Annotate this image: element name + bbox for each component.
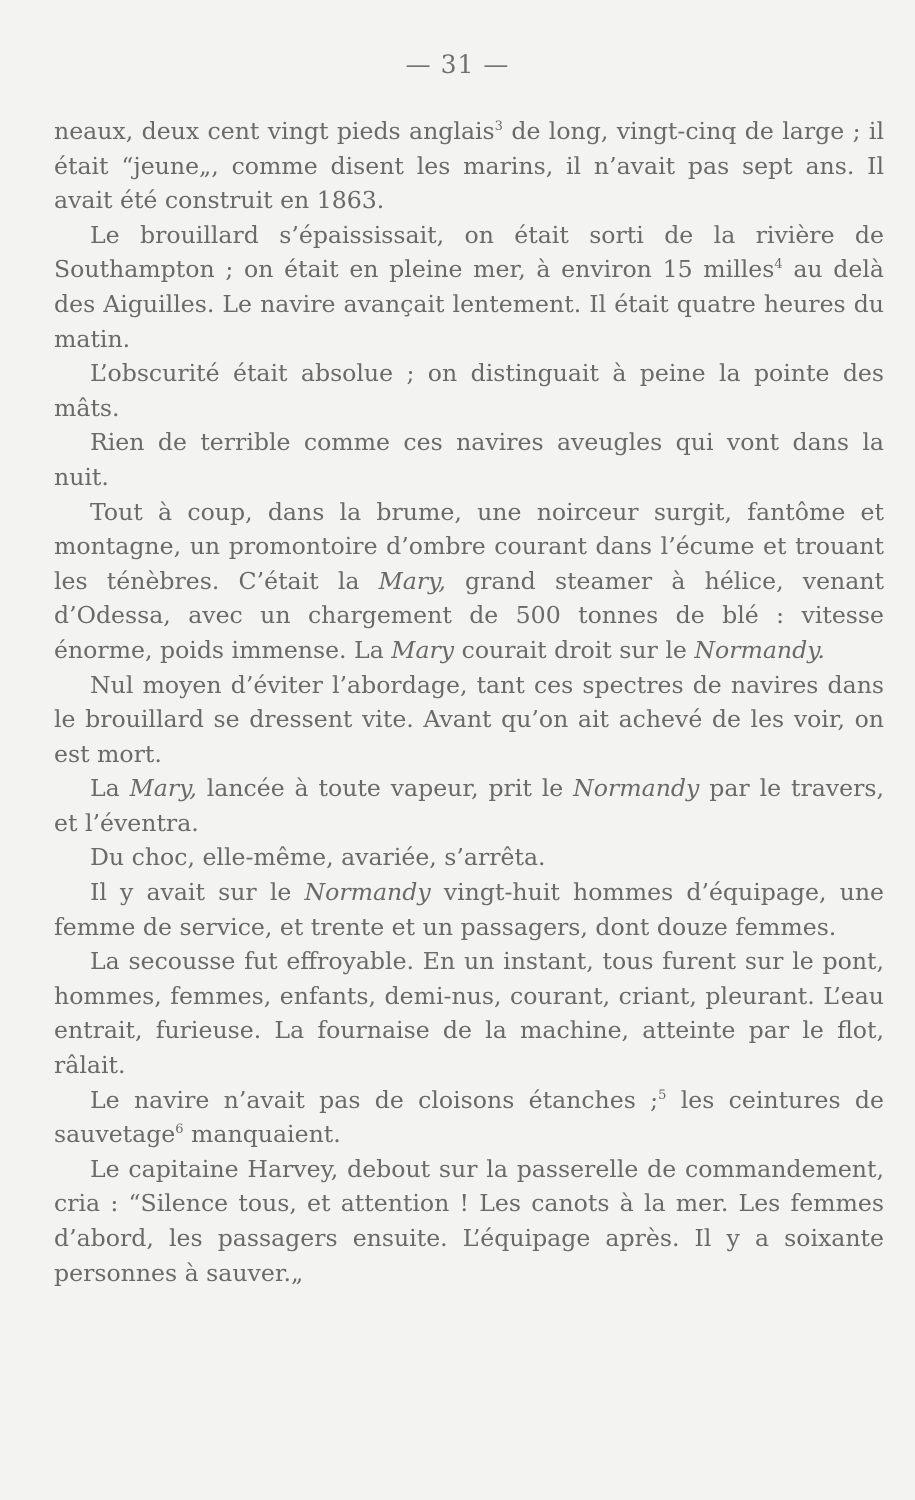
text-run: Nul moyen d’éviter l’abordage, tant ces spectres de navires dans le brouillard se dressent vite. Avant qu’on ait achevé de les voir, on est mort. [54,670,884,768]
paragraph [54,668,884,772]
paragraph [54,1152,884,1290]
text-run: Le brouillard s’épaississait, on était sorti de la rivière de Southampton ; on était en pleine mer, à environ 15 milles [54,220,884,284]
text-run: Le capitaine Harvey, debout sur la passerelle de commandement, cria : “Silence tous, et attention ! Les canots à la mer. Les femmes d’abord, les passagers ensuite. L’équipage après. Il y a soixante personnes à sauver.„ [54,1154,884,1287]
text-run: de long, vingt-cinq de large ; il était “jeune„, comme disent les marins, il n’avait pas sept ans. Il avait été construit en 1863. [54,117,884,215]
text-run: Du choc, elle-même, avariée, s’arrêta. [90,843,546,872]
paragraph [54,218,884,356]
paragraph [54,771,884,840]
paragraph [54,875,884,944]
paragraph [54,944,884,1082]
footnote-marker: 6 [175,1122,184,1138]
text-run: au delà des Aiguilles. Le navire avançait lentement. Il était quatre heures du matin. [54,255,884,353]
text-run: lancée à toute vapeur, prit le [196,774,574,803]
text-run: Le navire n’avait pas de cloisons étanches ; [90,1085,659,1114]
italic-ship-name: Mary, [378,566,446,595]
body-text [54,114,884,1290]
italic-ship-name: Mary [391,635,455,664]
paragraph [54,495,884,668]
italic-ship-name: Normandy [304,878,431,907]
text-run: courait droit sur le [454,635,695,664]
text-run: les ceintures de sauvetage [54,1085,884,1149]
paragraph [54,356,884,425]
page-number: — 31 — [405,50,510,79]
footnote-marker: 5 [658,1087,667,1103]
paragraph [54,1083,884,1152]
text-run: Tout à coup, dans la brume, une noirceur surgit, fantôme et montagne, un promontoire d’ombre courant dans l’écume et trouant les ténèbres. C’était la [54,497,884,595]
paragraph [54,114,884,218]
italic-ship-name: Normandy. [694,635,825,664]
text-run: par le travers, et l’éventra. [54,774,884,837]
text-run: vingt-huit hommes d’équipage, une femme de service, et trente et un passagers, dont douze femmes. [54,878,884,941]
text-run: La [90,774,130,803]
text-run: Il y avait sur le [90,878,305,907]
italic-ship-name: Normandy [573,774,700,803]
paragraph [54,840,884,875]
paragraph [54,425,884,494]
text-run: L’obscurité était absolue ; on distinguait à peine la pointe des mâts. [54,359,884,422]
text-run: neaux, deux cent vingt pieds anglais [54,117,495,145]
italic-ship-name: Mary, [129,774,197,803]
text-run: grand steamer à hélice, venant d’Odessa, avec un chargement de 500 tonnes de blé : vitesse énorme, poids immense. La [54,566,884,664]
text-run: Rien de terrible comme ces navires aveugles qui vont dans la nuit. [54,428,884,491]
text-run: manquaient. [183,1120,341,1149]
text-run: La secousse fut effroyable. En un instant, tous furent sur le pont, hommes, femmes, enfants, demi-nus, courant, criant, pleurant. L’eau entrait, furieuse. La fournaise de la machine, atteinte par le flot, râlait. [54,947,884,1080]
footnote-marker: 4 [774,257,783,273]
footnote-marker: 3 [494,119,503,134]
